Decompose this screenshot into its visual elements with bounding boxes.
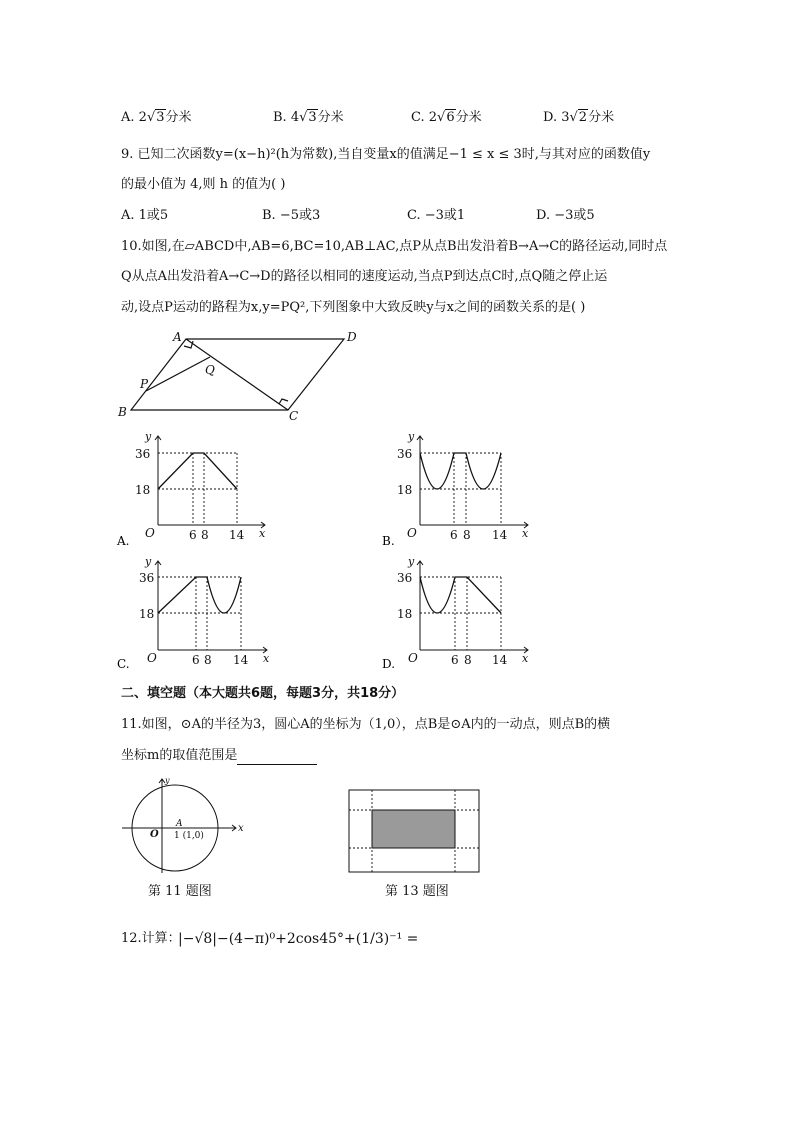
q9-line2: 的最小值为 4,则 h 的值为( ) xyxy=(121,177,286,192)
caption-fig13: 第 13 题图 xyxy=(385,884,449,899)
q11-line1: 11.如图，⊙A的半径为3，圆心A的坐标为（1,0），点B是⊙A内的一动点，则点B的横 xyxy=(121,717,611,732)
graph-a-tick-14: 14 xyxy=(229,528,245,542)
graph-c xyxy=(115,555,275,673)
parallelogram-figure xyxy=(115,328,365,423)
graph-c-y-label: y xyxy=(145,555,152,568)
graph-d-tick-36: 36 xyxy=(397,571,413,585)
graph-d-option-label: D. xyxy=(382,657,396,671)
graph-c-tick-6: 6 xyxy=(192,653,200,667)
q11-line2 xyxy=(121,747,317,765)
graph-b-tick-36: 36 xyxy=(397,447,413,461)
graph-a-option-label: A. xyxy=(117,534,130,548)
graph-d-tick-8: 8 xyxy=(464,653,472,667)
q8-option-b: B. 4√3分米 xyxy=(273,110,344,125)
graph-a-curve xyxy=(158,453,237,489)
graph-b-curve xyxy=(420,453,501,489)
q9-option-c: C. −3或1 xyxy=(407,208,466,223)
graph-b-tick-6: 6 xyxy=(450,528,458,542)
graph-d-origin: O xyxy=(408,651,418,665)
fig13-shaded-rect xyxy=(372,810,455,848)
graph-a-x-label: x xyxy=(259,527,266,540)
q8-b-label: B. 4 xyxy=(273,110,300,125)
q8-c-unit: 分米 xyxy=(455,110,482,125)
label-a: A xyxy=(173,330,182,344)
diagonal-ac xyxy=(186,339,288,410)
graph-d xyxy=(380,555,540,673)
q9-option-a: A. 1或5 xyxy=(121,208,169,223)
q8-a-radicand: 3 xyxy=(156,110,165,125)
graph-a xyxy=(115,430,275,548)
graph-b-y-label: y xyxy=(408,430,415,443)
graph-b xyxy=(380,430,540,548)
figure-13 xyxy=(348,789,480,873)
q9-option-d: D. −3或5 xyxy=(536,208,595,223)
q8-a-label: A. 2 xyxy=(121,110,147,125)
graph-a-tick-8: 8 xyxy=(201,528,209,542)
figure-11 xyxy=(118,775,248,875)
graph-b-tick-8: 8 xyxy=(463,528,471,542)
q12-prefix: 12.计算： xyxy=(121,931,181,946)
q10-line1: 10.如图,在▱ABCD中,AB=6,BC=10,AB⊥AC,点P从点B出发沿着B→A→C的路径运动,同时点 xyxy=(121,239,668,254)
graph-c-x-label: x xyxy=(263,652,270,665)
q11-line2-text: 坐标m的取值范围是 xyxy=(121,748,238,763)
graph-a-tick-18: 18 xyxy=(135,483,151,497)
graph-b-origin: O xyxy=(407,526,417,540)
q12-expression: |−√8|−(4−π)⁰+2cos45°+(1/3)⁻¹ = xyxy=(178,931,419,947)
q8-option-a: A. 2√3分米 xyxy=(121,110,192,125)
graph-b-x-label: x xyxy=(522,527,529,540)
graph-c-tick-18: 18 xyxy=(139,607,155,621)
right-angle-c xyxy=(279,399,288,404)
fig11-center-coord: 1 (1,0) xyxy=(174,831,204,841)
graph-d-tick-18: 18 xyxy=(397,607,413,621)
caption-fig11: 第 11 题图 xyxy=(148,884,212,899)
right-angle-a xyxy=(184,341,193,348)
label-b: B xyxy=(118,405,127,419)
fig11-x-label: x xyxy=(238,823,244,834)
label-c: C xyxy=(289,409,299,423)
q8-c-label: C. 2 xyxy=(411,110,438,125)
graph-c-tick-36: 36 xyxy=(139,571,155,585)
label-d: D xyxy=(347,330,357,344)
q8-b-radicand: 3 xyxy=(308,110,317,125)
graph-b-tick-18: 18 xyxy=(397,483,413,497)
graph-d-curve xyxy=(420,577,501,613)
section-2-heading: 二、填空题（本大题共6题，每题3分，共18分） xyxy=(121,686,405,701)
graph-d-x-label: x xyxy=(522,652,529,665)
q8-option-c: C. 2√6分米 xyxy=(411,110,482,125)
q8-b-unit: 分米 xyxy=(317,110,344,125)
segment-pq xyxy=(146,357,210,391)
q8-c-radicand: 6 xyxy=(446,110,455,125)
label-q: Q xyxy=(205,363,215,377)
q8-d-label: D. 3 xyxy=(543,110,570,125)
graph-b-option-label: B. xyxy=(382,534,395,548)
graph-a-origin: O xyxy=(145,526,155,540)
graph-d-y-label: y xyxy=(408,555,415,568)
graph-c-tick-8: 8 xyxy=(204,653,212,667)
graph-c-tick-14: 14 xyxy=(233,653,249,667)
graph-b-tick-14: 14 xyxy=(492,528,508,542)
graph-d-tick-14: 14 xyxy=(492,653,508,667)
q9-line1: 9. 已知二次函数y=(x−h)²(h为常数),当自变量x的值满足−1 ≤ x ≤ 3时,与其对应的函数值y xyxy=(121,147,651,162)
label-p: P xyxy=(140,377,149,391)
graph-a-y-label: y xyxy=(145,430,152,443)
q8-d-radicand: 2 xyxy=(578,110,588,125)
graph-d-tick-6: 6 xyxy=(451,653,459,667)
graph-c-origin: O xyxy=(147,651,157,665)
fig11-center-label: A xyxy=(176,819,183,829)
graph-c-option-label: C. xyxy=(117,657,130,671)
q11-answer-blank xyxy=(237,752,317,765)
q10-line2: Q从点A出发沿着A→C→D的路径以相同的速度运动,当点P到达点C时,点Q随之停止运 xyxy=(121,269,608,284)
graph-c-curve xyxy=(158,577,241,613)
fig11-origin: O xyxy=(150,829,159,840)
q10-line3: 动,设点P运动的路程为x,y=PQ²,下列图象中大致反映y与x之间的函数关系的是( ) xyxy=(121,300,586,315)
q8-d-unit: 分米 xyxy=(588,110,615,125)
fig11-y-label: y xyxy=(165,776,170,785)
q9-option-b: B. −5或3 xyxy=(262,208,321,223)
q8-a-unit: 分米 xyxy=(165,110,192,125)
graph-a-tick-6: 6 xyxy=(189,528,197,542)
q8-option-d: D. 3√2分米 xyxy=(543,110,615,125)
graph-a-tick-36: 36 xyxy=(135,447,151,461)
